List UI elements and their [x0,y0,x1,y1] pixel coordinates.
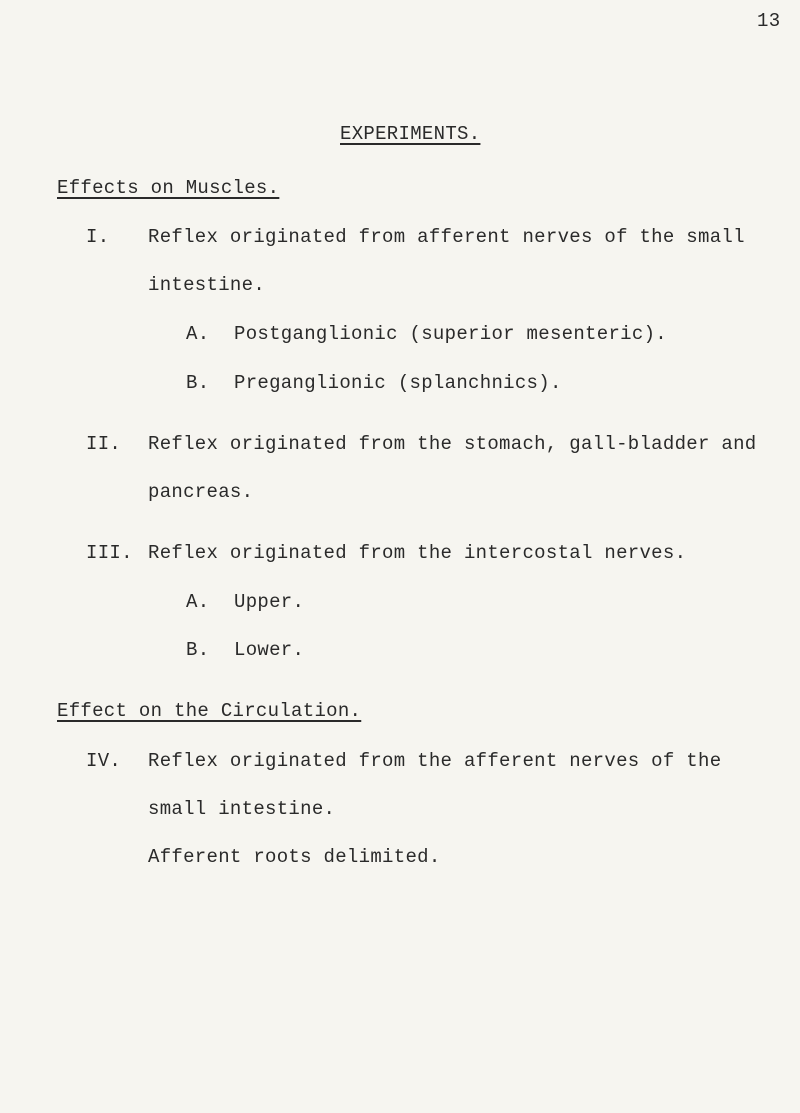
subitem-lower-text: Lower. [234,639,305,661]
item-iv-text-line3: Afferent roots delimited. [148,846,441,868]
subitem-letter-b: B. [186,372,210,394]
item-iii-text-line1: Reflex originated from the intercostal nerves. [148,542,687,564]
item-ii-text-line2: pancreas. [148,481,254,503]
subitem-upper-text: Upper. [234,591,305,613]
subitem-letter-a: A. [186,323,210,345]
section-heading-circulation: Effect on the Circulation. [57,700,362,722]
item-iv-text-line2: small intestine. [148,798,336,820]
item-i-text-line1: Reflex originated from afferent nerves of the small [148,226,745,248]
subitem-letter-a: A. [186,591,210,613]
item-ii-text-line1: Reflex originated from the stomach, gall-bladder and [148,433,757,455]
item-numeral-iv: IV. [86,750,122,772]
item-iv-text-line1: Reflex originated from the afferent nerves of the [148,750,722,772]
item-numeral-i: I. [86,226,110,248]
item-numeral-ii: II. [86,433,122,455]
subitem-b-text: Preganglionic (splanchnics). [234,372,562,394]
page-number: 13 [757,10,781,32]
page-title: EXPERIMENTS. [340,123,481,145]
item-numeral-iii: III. [86,542,133,564]
subitem-letter-b: B. [186,639,210,661]
subitem-a-text: Postganglionic (superior mesenteric). [234,323,667,345]
item-i-text-line2: intestine. [148,274,266,296]
section-heading-muscles: Effects on Muscles. [57,177,280,199]
